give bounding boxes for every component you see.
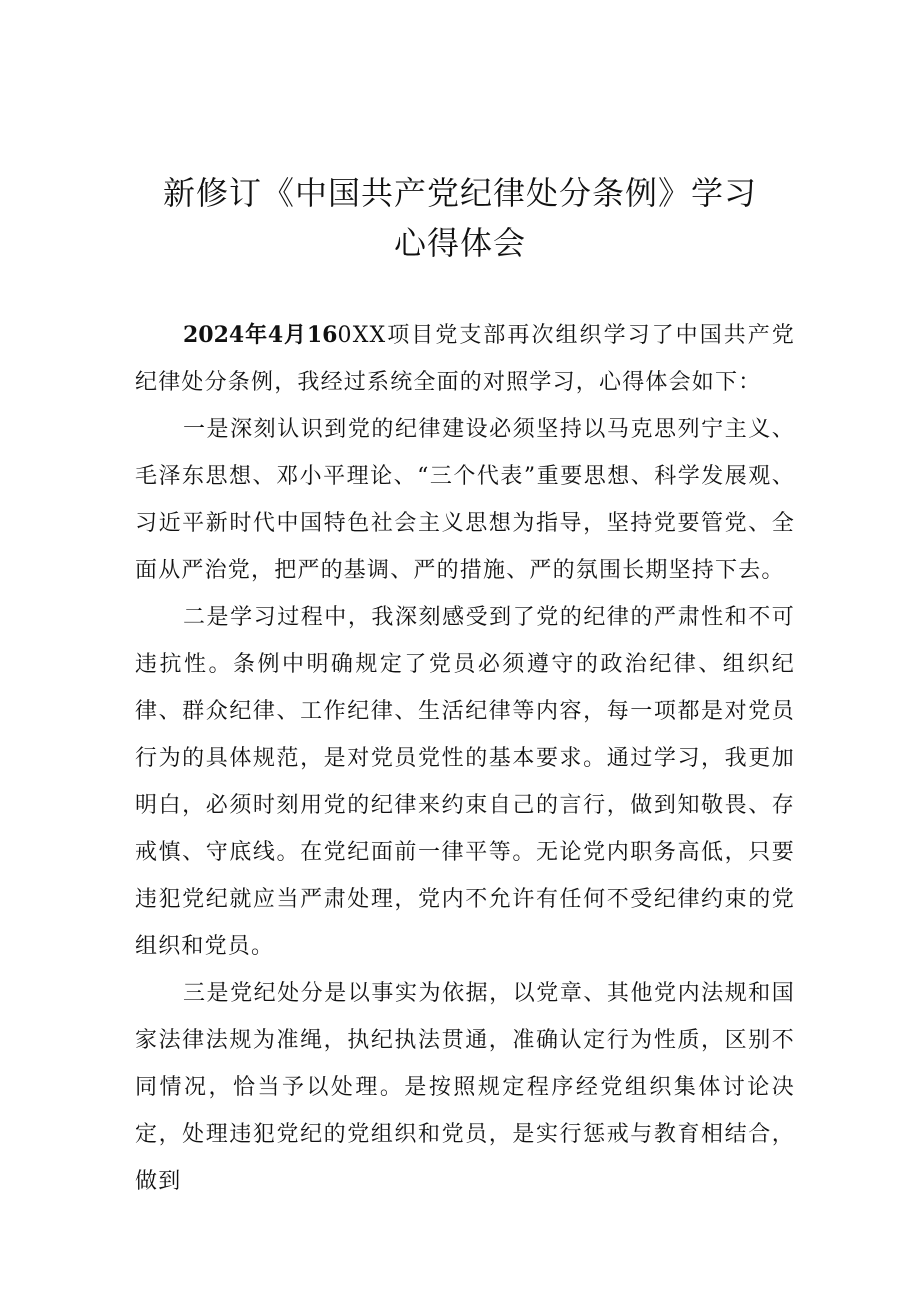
intro-paragraph xyxy=(135,312,795,406)
paragraph-three: 三是党纪处分是以事实为依据，以党章、其他党内法规和国家法律法规为准绳，执纪执法贯通，准确认定行为性质，区别不同情况，恰当予以处理。是按照规定程序经党组织集体讨论决定，处理违犯党纪的党组织和党员，是实行惩戒与教育相结合，做到 xyxy=(135,981,795,1194)
paragraph-two: 二是学习过程中，我深刻感受到了党的纪律的严肃性和不可违抗性。条例中明确规定了党员必须遵守的政治纪律、组织纪律、群众纪律、工作纪律、生活纪律等内容，每一项都是对党员行为的具体规范，是对党员党性的基本要求。通过学习，我更加明白，必须时刻用党的纪律来约束自己的言行，做到知敬畏、存戒慎、守底线。在党纪面前一律平等。无论党内职务高低，只要违犯党纪就应当严肃处理，党内不允许有任何不受纪律约束的党组织和党员。 xyxy=(135,605,795,959)
intro-text: 0XX项目党支部再次组织学习了中国共产党纪律处分条例，我经过系统全面的对照学习，心得体会如下： xyxy=(135,323,796,395)
intro-date: 2024年4月16 xyxy=(183,322,338,348)
document-title-line-1: 新修订《中国共产党纪律处分条例》学习 xyxy=(162,174,757,212)
document-body xyxy=(135,312,795,1205)
document-title-line-2: 心得体会 xyxy=(393,224,526,262)
paragraph-one: 一是深刻认识到党的纪律建设必须坚持以马克思列宁主义、毛泽东思想、邓小平理论、“三个代表”重要思想、科学发展观、习近平新时代中国特色社会主义思想为指导，坚持党要管党、全面从严治党，把严的基调、严的措施、严的氛围长期坚持下去。 xyxy=(135,417,795,583)
